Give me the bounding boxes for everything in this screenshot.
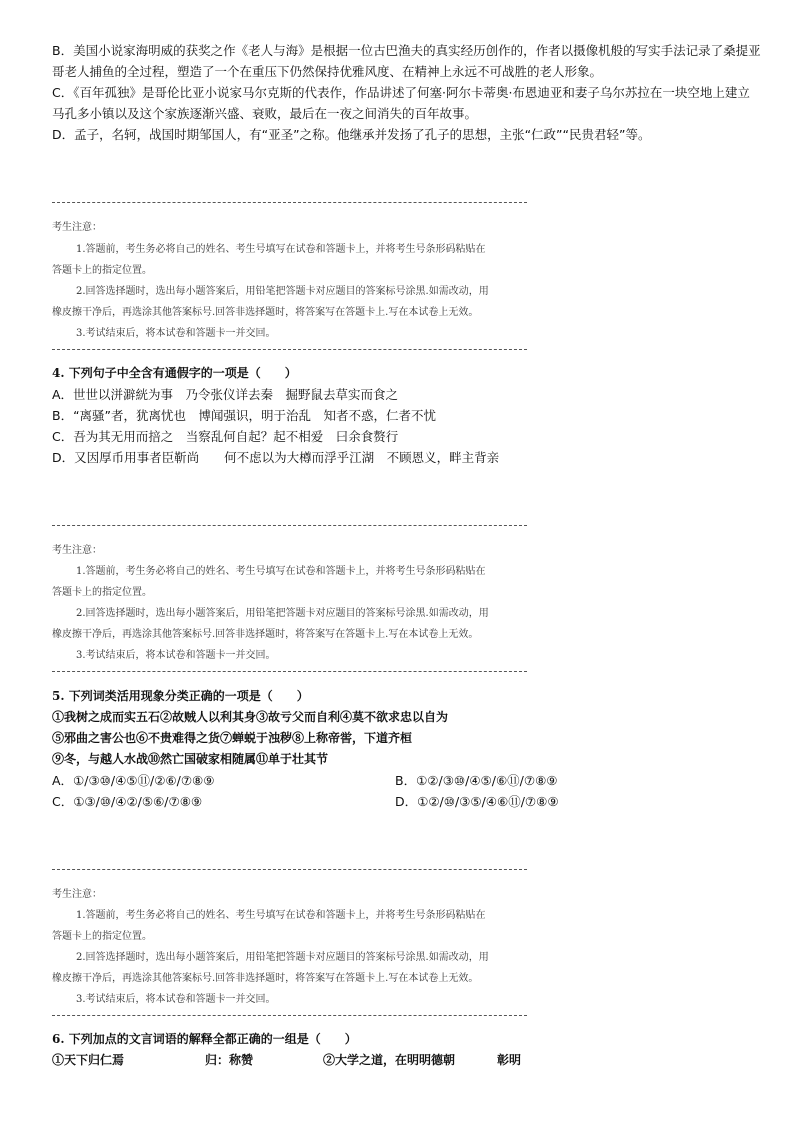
divider [52,202,527,203]
divider [52,1015,527,1016]
option-c-line2: 马孔多小镇以及这个家族逐渐兴盛、衰败，最后在一夜之间消失的百年故事。 [52,106,478,121]
notice-title: 考生注意： [52,889,102,900]
q5-sentence: ①我树之成而实五石 [52,710,161,724]
notice-item: 橡皮擦干净后，再选涂其他答案标号.回答非选择题时，将答案写在答题卡上.写在本试卷上无效。 [52,629,479,640]
option-d: D．孟子，名轲，战国时期邹国人，有“亚圣”之称。他继承并发扬了孔子的思想，主张“仁政”“民贵君轻”等。 [52,127,651,142]
divider [52,349,527,350]
notice-item: 答题卡上的指定位置。 [52,931,152,942]
q5-sentence: ⑪单于壮其节 [256,752,329,766]
q5-sentences-row1 [52,708,448,725]
q5-sentence: ⑤邪曲之害公也 [52,731,137,745]
q5-sentences-row2 [52,729,412,746]
notice-item: 1.答题前，考生务必将自己的姓名、考生号填写在试卷和答题卡上，并将考生号条形码粘贴在 [76,244,486,255]
notice-item: 3.考试结束后，将本试卷和答题卡一并交回。 [76,994,276,1005]
q5-option-d: D．①②/⑩/③⑤/④⑥⑪/⑦⑧⑨ [395,794,559,809]
q5-sentence: ④莫不欲求忠以自为 [340,710,449,724]
q5-option-b: B．①②/③⑩/④⑤/⑥⑪/⑦⑧⑨ [395,773,558,788]
q5-sentences-row3 [52,750,328,767]
q5-sentence: ③故亏父而自利 [256,710,341,724]
notice-title: 考生注意： [52,222,102,233]
q5-sentence: ⑦蝉蜕于浊秽 [220,731,293,745]
notice-item: 1.答题前，考生务必将自己的姓名、考生号填写在试卷和答题卡上，并将考生号条形码粘贴在 [76,910,486,921]
q4-option-b: B．“离骚”者，犹离忧也 博闻强识，明于治乱 知者不惑，仁者不忧 [52,408,437,423]
notice-item: 答题卡上的指定位置。 [52,587,152,598]
q6-item-2-gloss: 彰明 [497,1053,522,1067]
q4-option-d: D．又因厚币用事者臣靳尚 何不虑以为大樽而浮乎江湖 不顾恩义，畔主背亲 [52,450,500,465]
option-c-line1: C．《百年孤独》是哥伦比亚小说家马尔克斯的代表作，作品讲述了何塞·阿尔卡蒂奥·布恩迪亚和妻子乌尔苏拉在一块空地上建立 [52,85,750,100]
q4-option-a: A．世世以洴澼絖为事 乃令张仪详去秦 掘野鼠去草实而食之 [52,387,399,402]
notice-item: 1.答题前，考生务必将自己的姓名、考生号填写在试卷和答题卡上，并将考生号条形码粘贴在 [76,566,486,577]
q5-option-a: A．①/③⑩/④⑤⑪/②⑥/⑦⑧⑨ [52,773,215,788]
q5-sentence: ⑧上称帝喾，下道齐桓 [292,731,413,745]
q6-item-2: ②大学之道，在明明德朝 [323,1053,456,1067]
option-b-line2: 哥老人捕鱼的全过程，塑造了一个在重压下仍然保持优雅风度、在精神上永远不可战胜的老人形象。 [52,64,603,79]
divider [52,869,527,870]
notice-item: 2.回答选择题时，选出每小题答案后，用铅笔把答题卡对应题目的答案标号涂黑.如需改动，用 [76,286,489,297]
q5-sentence: ⑩然亡国破家相随属 [148,752,257,766]
q6-item-1-gloss: 归：称赞 [205,1053,254,1067]
q4-option-c: C．吾为其无用而掊之 当察乱何自起？起不相爱 曰余食赘行 [52,429,399,444]
notice-title: 考生注意： [52,545,102,556]
notice-item: 3.考试结束后，将本试卷和答题卡一并交回。 [76,650,276,661]
q5-sentence: ⑨冬，与越人水战 [52,752,149,766]
notice-item: 橡皮擦干净后，再选涂其他答案标号.回答非选择题时，将答案写在答题卡上.写在本试卷上无效。 [52,973,479,984]
option-b-line1: B．美国小说家海明威的获奖之作《老人与海》是根据一位古巴渔夫的真实经历创作的，作者以摄像机般的写实手法记录了桑提亚 [52,43,761,58]
q5-sentence: ⑥不贵难得之货 [136,731,221,745]
q5-sentence: ②故贼人以利其身 [160,710,257,724]
notice-item: 3.考试结束后，将本试卷和答题卡一并交回。 [76,328,276,339]
notice-item: 橡皮擦干净后，再选涂其他答案标号.回答非选择题时，将答案写在答题卡上.写在本试卷上无效。 [52,307,479,318]
q5-option-c: C．①③/⑩/④②/⑤⑥/⑦⑧⑨ [52,794,203,809]
question-6-stem: 6. 下列加点的文言词语的解释全都正确的一组是（ ） [52,1032,357,1046]
notice-item: 答题卡上的指定位置。 [52,265,152,276]
notice-item: 2.回答选择题时，选出每小题答案后，用铅笔把答题卡对应题目的答案标号涂黑.如需改动，用 [76,608,489,619]
q6-item-1: ①天下归仁焉 [52,1053,125,1067]
divider [52,525,527,526]
question-5-stem: 5. 下列词类活用现象分类正确的一项是（ ） [52,689,309,703]
divider [52,671,527,672]
question-4-stem: 4. 下列句子中全含有通假字的一项是（ ） [52,366,297,380]
notice-item: 2.回答选择题时，选出每小题答案后，用铅笔把答题卡对应题目的答案标号涂黑.如需改动，用 [76,952,489,963]
